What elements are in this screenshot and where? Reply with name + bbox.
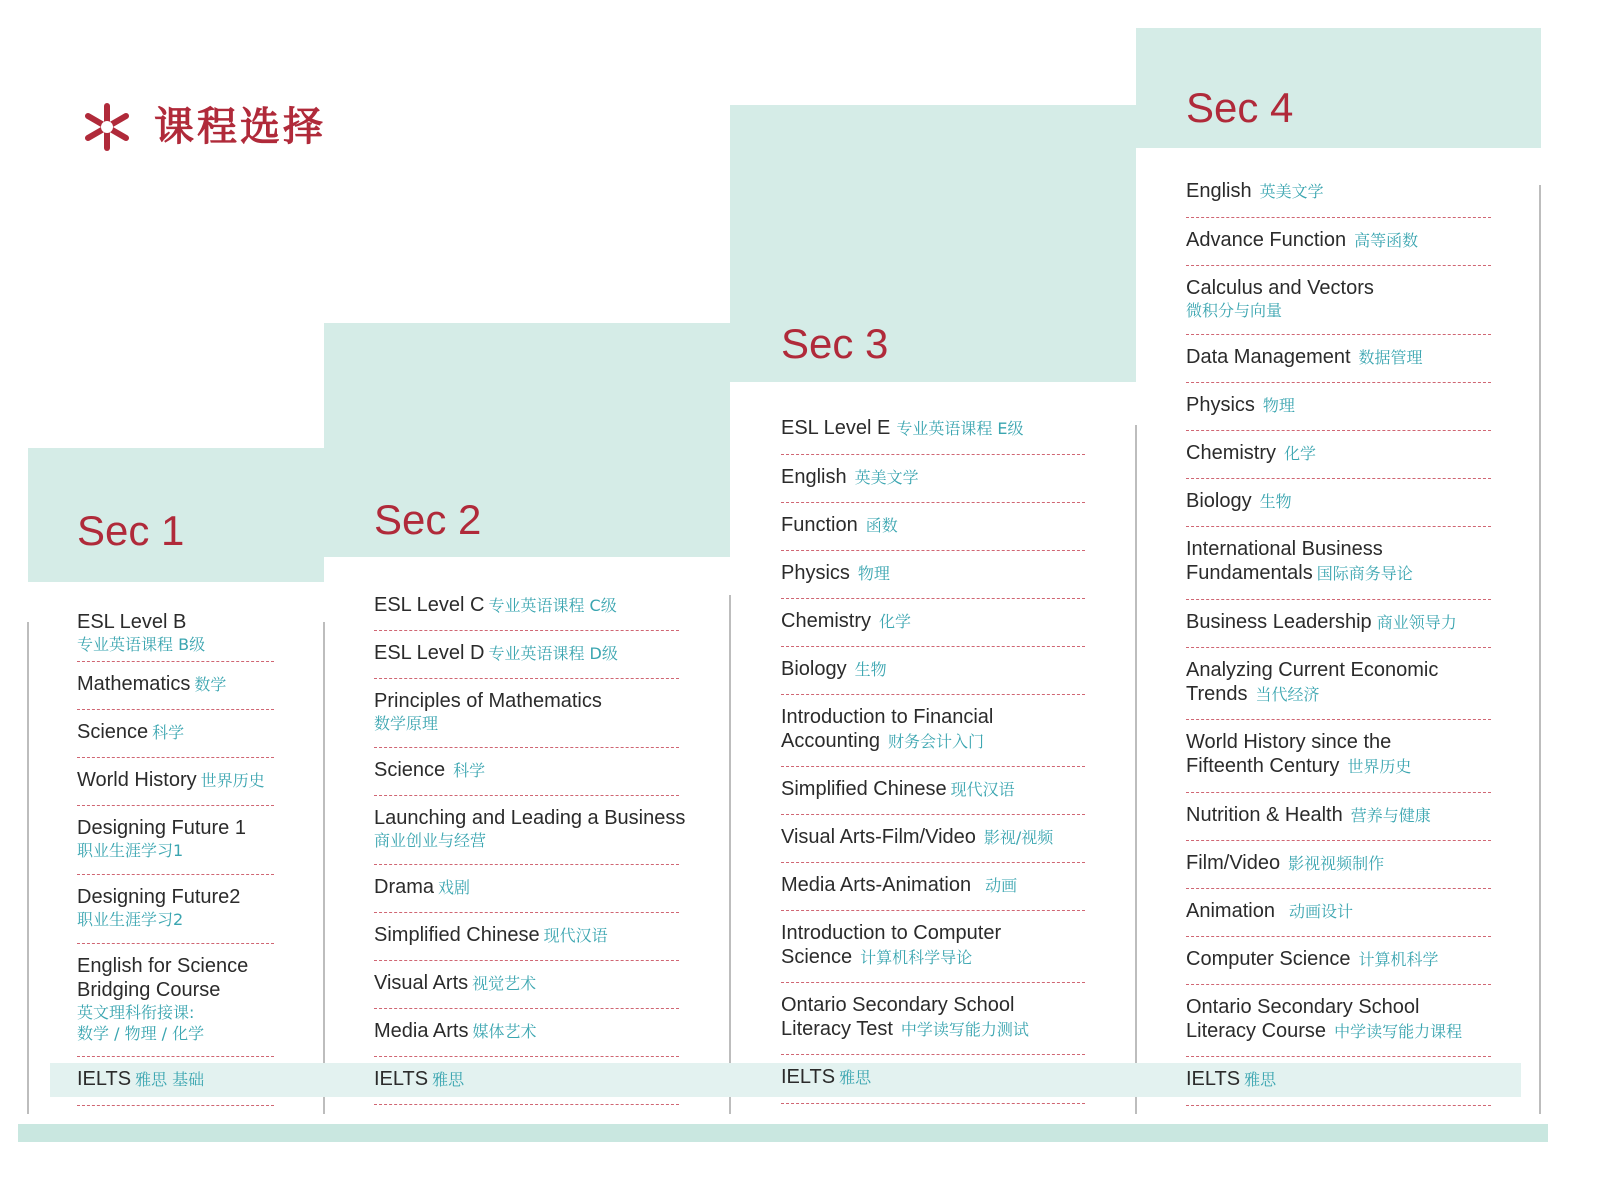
course-name-cn: 生物 xyxy=(854,660,887,679)
course-name: Introduction to Financial xyxy=(781,706,994,728)
course-item xyxy=(1186,985,1491,1057)
course-name-line2: Bridging Course xyxy=(77,979,221,1001)
course-name-cn: 微积分与向量 xyxy=(1186,301,1283,320)
course-name-cn: 视觉艺术 xyxy=(472,974,537,993)
course-name-cn: 媒体艺术 xyxy=(472,1022,537,1041)
page-header xyxy=(82,102,326,152)
course-name: Introduction to Computer xyxy=(781,922,1002,944)
course-name-cn: 物理 xyxy=(857,564,890,583)
course-name-cn: 雅思 xyxy=(432,1070,465,1089)
course-item xyxy=(77,662,274,710)
course-name-line2: Fundamentals xyxy=(1186,562,1313,584)
course-name: Advance Function xyxy=(1186,229,1347,251)
course-name: Visual Arts xyxy=(374,972,469,994)
course-name: Animation xyxy=(1186,900,1275,922)
sec3-course-list xyxy=(781,406,1085,1104)
column-divider xyxy=(323,622,325,1114)
course-item-ielts xyxy=(374,1057,679,1105)
course-name: English xyxy=(781,466,847,488)
course-name-cn: 专业英语课程 B级 xyxy=(77,635,206,654)
course-name: IELTS xyxy=(374,1068,429,1090)
course-item xyxy=(1186,335,1491,383)
course-name-cn: 计算机科学 xyxy=(1358,950,1439,969)
course-name-cn: 营养与健康 xyxy=(1350,806,1431,825)
course-item xyxy=(781,863,1085,911)
course-item xyxy=(781,647,1085,695)
course-item-ielts xyxy=(77,1057,274,1106)
course-name: Biology xyxy=(781,658,847,680)
course-name-cn: 戏剧 xyxy=(438,878,471,897)
course-name: IELTS xyxy=(781,1066,836,1088)
course-name-line2: Literacy Course xyxy=(1186,1020,1327,1042)
course-name-cn: 职业生涯学习1 xyxy=(77,841,184,860)
course-name-cn: 雅思 xyxy=(1244,1070,1277,1089)
course-name: Business Leadership xyxy=(1186,611,1372,633)
course-name-cn: 英美文学 xyxy=(854,468,919,487)
course-name: IELTS xyxy=(77,1068,132,1090)
course-name-cn: 计算机科学导论 xyxy=(860,948,973,967)
column-divider xyxy=(729,595,731,1114)
course-item xyxy=(77,806,274,875)
course-name: Mathematics xyxy=(77,673,191,695)
course-item xyxy=(781,599,1085,647)
course-item xyxy=(1186,720,1491,793)
course-name-cn: 当代经济 xyxy=(1255,685,1320,704)
course-name: Computer Science xyxy=(1186,948,1351,970)
column-divider xyxy=(1539,185,1541,1114)
sec2-title: Sec 2 xyxy=(374,496,482,543)
course-item xyxy=(781,551,1085,599)
course-name: Visual Arts-Film/Video xyxy=(781,826,976,848)
course-name: Ontario Secondary School xyxy=(1186,996,1420,1018)
course-name-cn: 动画 xyxy=(985,876,1018,895)
course-name-cn: 影视/视频 xyxy=(983,828,1054,847)
course-name-cn: 化学 xyxy=(879,612,912,631)
course-name-cn: 英美文学 xyxy=(1259,182,1324,201)
course-name: Media Arts-Animation xyxy=(781,874,972,896)
course-name-cn: 中学读写能力课程 xyxy=(1334,1022,1463,1041)
course-name: World History since the xyxy=(1186,731,1392,753)
course-name: Launching and Leading a Business xyxy=(374,807,686,829)
course-item xyxy=(781,406,1085,455)
course-name-cn: 雅思 基础 xyxy=(135,1070,205,1089)
course-item xyxy=(1186,479,1491,527)
course-name: ESL Level C xyxy=(374,594,485,616)
course-name-cn: 现代汉语 xyxy=(543,926,608,945)
course-item xyxy=(374,583,679,631)
course-item xyxy=(781,503,1085,551)
course-item xyxy=(374,1009,679,1057)
course-item xyxy=(1186,431,1491,479)
course-item xyxy=(1186,648,1491,720)
sec4-course-list xyxy=(1186,169,1491,1106)
course-name: International Business xyxy=(1186,538,1383,560)
course-item xyxy=(781,911,1085,983)
course-name-cn: 数学 xyxy=(194,675,227,694)
course-name: Calculus and Vectors xyxy=(1186,277,1374,299)
course-item xyxy=(1186,793,1491,841)
course-item-ielts xyxy=(1186,1057,1491,1106)
course-name-cn: 科学 xyxy=(453,761,486,780)
course-name-cn: 商业领导力 xyxy=(1376,613,1457,632)
course-item xyxy=(374,865,679,913)
course-name: Chemistry xyxy=(1186,442,1277,464)
course-name-cn: 国际商务导论 xyxy=(1316,564,1413,583)
course-item xyxy=(781,695,1085,767)
course-item xyxy=(374,913,679,961)
course-name-line2: Accounting xyxy=(781,730,880,752)
course-item xyxy=(1186,218,1491,266)
course-item-ielts xyxy=(781,1055,1085,1104)
sec2-course-list xyxy=(374,583,686,1105)
course-item xyxy=(77,710,274,758)
course-name-cn: 世界历史 xyxy=(1347,757,1412,776)
course-item xyxy=(1186,841,1491,889)
course-item xyxy=(1186,889,1491,937)
course-item xyxy=(1186,266,1491,335)
course-name: Drama xyxy=(374,876,435,898)
course-name-cn: 数学原理 xyxy=(374,714,439,733)
course-item xyxy=(77,600,274,662)
course-item xyxy=(1186,527,1491,600)
sec3-title: Sec 3 xyxy=(781,320,889,367)
course-name-cn: 专业英语课程 C级 xyxy=(488,596,617,615)
course-item xyxy=(781,983,1085,1055)
course-name: ESL Level D xyxy=(374,642,485,664)
course-name: Ontario Secondary School xyxy=(781,994,1015,1016)
course-item xyxy=(1186,169,1491,218)
footer-bar xyxy=(18,1124,1548,1142)
course-name: Physics xyxy=(781,562,850,584)
course-item xyxy=(781,767,1085,815)
column-divider xyxy=(27,622,29,1114)
course-name-cn: 科学 xyxy=(152,723,185,742)
course-name: World History xyxy=(77,769,197,791)
course-name: English xyxy=(1186,180,1252,202)
column-divider xyxy=(1135,425,1137,1114)
course-name: ESL Level E xyxy=(781,417,891,439)
course-name-cn: 物理 xyxy=(1262,396,1295,415)
course-name-cn-line2: 数学 / 物理 / 化学 xyxy=(77,1024,205,1043)
course-name-line2: Fifteenth Century xyxy=(1186,755,1340,777)
course-item xyxy=(374,679,679,748)
course-item xyxy=(781,815,1085,863)
course-name: Principles of Mathematics xyxy=(374,690,602,712)
course-item xyxy=(374,748,679,796)
course-name: Biology xyxy=(1186,490,1252,512)
course-name: ESL Level B xyxy=(77,611,187,633)
course-name: IELTS xyxy=(1186,1068,1241,1090)
course-item xyxy=(374,796,686,865)
course-item xyxy=(1186,383,1491,431)
course-name-line2: Literacy Test xyxy=(781,1018,893,1040)
course-name: Film/Video xyxy=(1186,852,1281,874)
course-name-cn: 财务会计入门 xyxy=(887,732,984,751)
course-name-cn: 化学 xyxy=(1284,444,1317,463)
course-name-cn: 动画设计 xyxy=(1288,902,1353,921)
course-name: Nutrition & Health xyxy=(1186,804,1343,826)
sec1-course-list xyxy=(77,600,274,1106)
course-name: Function xyxy=(781,514,858,536)
course-name: Data Management xyxy=(1186,346,1351,368)
course-item xyxy=(1186,937,1491,985)
course-name: Simplified Chinese xyxy=(374,924,540,946)
course-name-cn: 英文理科衔接课: xyxy=(77,1003,195,1022)
course-name: Science xyxy=(374,759,446,781)
course-name-cn: 函数 xyxy=(865,516,898,535)
course-name: English for Science xyxy=(77,955,249,977)
course-name-cn: 生物 xyxy=(1259,492,1292,511)
course-item xyxy=(374,961,679,1009)
course-item xyxy=(374,631,679,679)
course-name-cn: 高等函数 xyxy=(1354,231,1419,250)
course-name-line2: Science xyxy=(781,946,853,968)
course-item xyxy=(77,875,274,944)
course-item xyxy=(781,455,1085,503)
course-name-cn: 世界历史 xyxy=(200,771,265,790)
course-name-cn: 职业生涯学习2 xyxy=(77,910,184,929)
course-name-cn: 现代汉语 xyxy=(950,780,1015,799)
course-item xyxy=(1186,600,1491,648)
course-name: Chemistry xyxy=(781,610,872,632)
sec4-title: Sec 4 xyxy=(1186,84,1294,131)
asterisk-icon xyxy=(82,102,132,152)
course-name-cn: 数据管理 xyxy=(1358,348,1423,367)
course-name: Designing Future 1 xyxy=(77,817,246,839)
course-name-cn: 雅思 xyxy=(839,1068,872,1087)
course-name-cn: 专业英语课程 D级 xyxy=(488,644,618,663)
course-name: Science xyxy=(77,721,149,743)
course-name-cn: 商业创业与经营 xyxy=(374,831,487,850)
sec1-title: Sec 1 xyxy=(77,507,185,554)
course-name: Simplified Chinese xyxy=(781,778,947,800)
course-name: Designing Future2 xyxy=(77,886,241,908)
course-name-cn: 专业英语课程 E级 xyxy=(896,419,1024,438)
course-item xyxy=(77,758,274,806)
course-name-cn: 影视视频制作 xyxy=(1288,854,1385,873)
course-name-cn: 中学读写能力测试 xyxy=(900,1020,1029,1039)
course-name: Physics xyxy=(1186,394,1255,416)
course-name-line2: Trends xyxy=(1186,683,1248,705)
course-name: Media Arts xyxy=(374,1020,469,1042)
course-item xyxy=(77,944,274,1057)
page-title: 课程选择 xyxy=(154,104,326,150)
course-name: Analyzing Current Economic xyxy=(1186,659,1439,681)
